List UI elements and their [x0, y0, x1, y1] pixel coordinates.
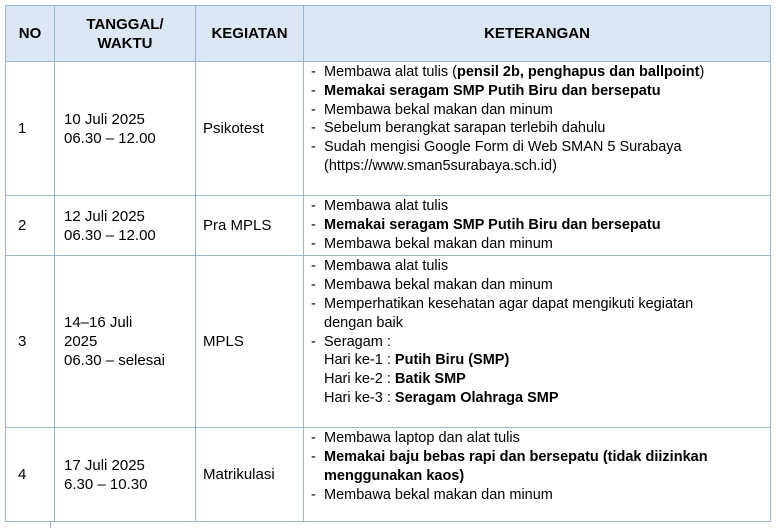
note-bold-text: pensil 2b, penghapus dan ballpoint: [456, 64, 700, 80]
row-date: 10 Juli 2025: [64, 110, 145, 128]
header-row: [6, 6, 771, 62]
header-waktu-line2: WAKTU: [97, 34, 153, 52]
note-url-text: (https://www.sman5surabaya.sch.id): [324, 157, 557, 174]
list-item: - Membawa bekal makan dan minum: [311, 101, 766, 120]
note-bold-text: Memakai seragam SMP Putih Biru dan bersepatu: [324, 82, 661, 99]
day-label: Hari ke-1 :: [324, 352, 395, 369]
header-waktu: [55, 6, 196, 62]
row-date-time: [55, 196, 196, 256]
note-bold-text: menggunakan kaos): [324, 467, 465, 484]
row-date-time: [55, 256, 196, 428]
table-row: [6, 256, 771, 428]
header-kegiatan: KEGIATAN: [196, 6, 304, 62]
note-text: dengan baik: [324, 314, 404, 331]
day-label: Hari ke-3 :: [324, 389, 395, 406]
row-activity: Matrikulasi: [196, 428, 304, 522]
row-notes: [304, 62, 771, 196]
list-item: - Seragam :: [311, 333, 766, 352]
day-uniform: Batik SMP: [394, 371, 466, 388]
list-item: [311, 138, 766, 176]
note-text: ): [699, 64, 705, 80]
uniform-day-3: [311, 389, 766, 408]
row-number: 2: [6, 196, 55, 256]
row-activity: MPLS: [196, 256, 304, 428]
row-date-time: [55, 62, 196, 196]
uniform-day-1: [311, 351, 766, 370]
table-row: [6, 196, 771, 256]
list-item: - Membawa laptop dan alat tulis: [311, 429, 766, 448]
row-date-line2: 2025: [64, 333, 98, 351]
row-activity: Pra MPLS: [196, 196, 304, 256]
list-item: - Membawa bekal makan dan minum: [311, 235, 766, 254]
row-activity: Psikotest: [196, 62, 304, 196]
row-number: 4: [6, 428, 55, 522]
note-text: Membawa alat tulis (: [324, 64, 457, 80]
day-label: Hari ke-2 :: [324, 371, 395, 388]
list-item: - Membawa bekal makan dan minum: [311, 276, 766, 295]
row-time: 06.30 – 12.00: [64, 129, 156, 147]
header-waktu-line1: TANGGAL/: [86, 15, 164, 33]
list-item: [311, 448, 766, 486]
note-text: Memperhatikan kesehatan agar dapat mengikuti kegiatan: [324, 295, 694, 312]
day-uniform: Seragam Olahraga SMP: [394, 389, 559, 406]
list-item: [311, 63, 766, 82]
list-item: [311, 82, 766, 101]
header-no: NO: [6, 6, 55, 62]
note-bold-text: Memakai seragam SMP Putih Biru dan bersepatu: [324, 216, 661, 233]
row-date: 17 Juli 2025: [64, 456, 145, 474]
list-item: [311, 216, 766, 235]
day-uniform: Putih Biru (SMP): [394, 352, 510, 369]
note-text: Sudah mengisi Google Form di Web SMAN 5 Surabaya: [324, 139, 682, 156]
row-time: 6.30 – 10.30: [64, 475, 148, 493]
row-number: 3: [6, 256, 55, 428]
table-border-stub: [50, 521, 51, 528]
list-item: - Sebelum berangkat sarapan terlebih dahulu: [311, 119, 766, 138]
list-item: [311, 295, 766, 333]
row-date-line1: 14–16 Juli: [64, 314, 133, 332]
table-row: [6, 428, 771, 522]
note-bold-text: Memakai baju bebas rapi dan bersepatu (tidak diizinkan: [324, 449, 708, 466]
header-keterangan: KETERANGAN: [304, 6, 771, 62]
schedule-table: [5, 5, 771, 522]
row-time: 06.30 – selesai: [64, 352, 165, 370]
table-row: [6, 62, 771, 196]
row-number: 1: [6, 62, 55, 196]
row-notes: [304, 256, 771, 428]
list-item: - Membawa bekal makan dan minum: [311, 486, 766, 505]
row-notes: [304, 196, 771, 256]
row-notes: [304, 428, 771, 522]
list-item: - Membawa alat tulis: [311, 197, 766, 216]
list-item: - Membawa alat tulis: [311, 257, 766, 276]
row-date: 12 Juli 2025: [64, 207, 145, 225]
uniform-day-2: [311, 370, 766, 389]
row-time: 06.30 – 12.00: [64, 226, 156, 244]
row-date-time: [55, 428, 196, 522]
